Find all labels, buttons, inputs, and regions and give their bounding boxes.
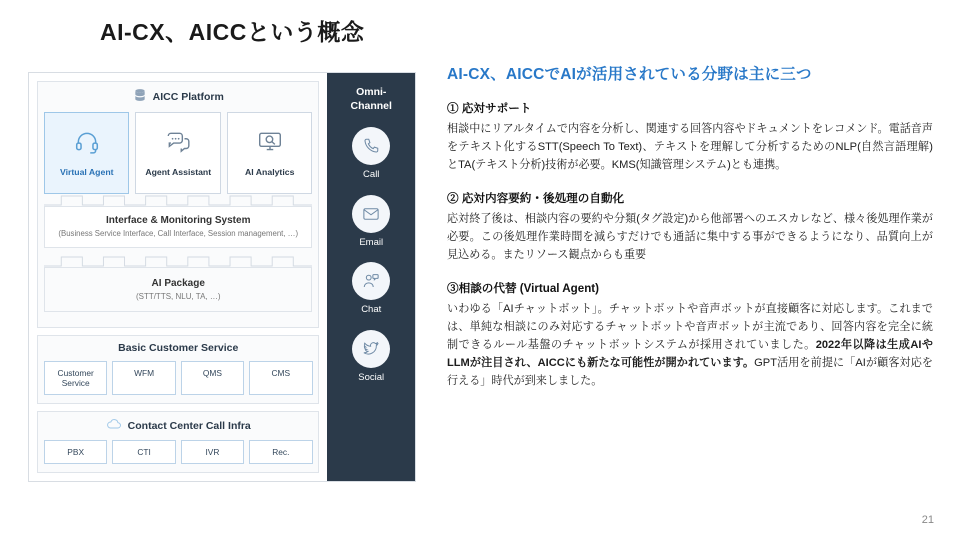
card-virtual-agent[interactable] bbox=[44, 112, 129, 194]
omni-item-chat-label: Chat bbox=[361, 304, 382, 316]
aicc-platform-panel bbox=[37, 81, 319, 328]
omni-channel-title-line1: Omni- bbox=[356, 86, 387, 98]
contact-center-call-infra-header bbox=[44, 418, 312, 433]
card-agent-assistant-label: Agent Assistant bbox=[145, 166, 212, 177]
contact-center-call-infra-panel bbox=[37, 411, 319, 473]
connector-zigzag-top bbox=[44, 194, 312, 206]
card-agent-assistant[interactable] bbox=[135, 112, 220, 194]
section-3-body-pre: いわゆる「AIチャットボット」。チャットボットや音声ボットが直接顧客に対応します。これまでは、単純な相談にのみ対応するチャットボットや音声ボットが主流であり、回答内容を完全に統制できるルール基盤のチャットボットシステムが採用されていました。 bbox=[447, 302, 933, 351]
headset-icon bbox=[74, 129, 100, 160]
aicc-architecture-diagram bbox=[28, 72, 416, 482]
basic-customer-service-header bbox=[44, 342, 312, 354]
omni-channel-title bbox=[327, 85, 415, 113]
ai-package-subtitle: (STT/TTS, NLU, TA, …) bbox=[135, 292, 221, 302]
ai-package-block bbox=[44, 267, 312, 312]
interface-subtitle: (Business Service Interface, Call Interface, Session management, …) bbox=[58, 229, 299, 238]
section-3-body bbox=[447, 301, 933, 391]
chip-ivr[interactable]: IVR bbox=[181, 440, 244, 464]
aicc-capability-cards bbox=[44, 112, 312, 194]
contact-center-call-infra-title: Contact Center Call Infra bbox=[127, 419, 251, 432]
cloud-icon bbox=[106, 418, 122, 433]
omni-item-social[interactable] bbox=[327, 330, 415, 383]
connector-zigzag-bottom bbox=[44, 255, 312, 267]
card-ai-analytics-label: AI Analytics bbox=[245, 166, 295, 177]
call-infra-chips bbox=[44, 440, 312, 464]
phone-icon bbox=[352, 127, 390, 165]
basic-customer-service-chips bbox=[44, 361, 312, 395]
aicc-platform-header bbox=[44, 88, 312, 105]
database-icon bbox=[133, 88, 147, 105]
bird-icon bbox=[352, 330, 390, 368]
card-ai-analytics[interactable] bbox=[227, 112, 312, 194]
interface-monitoring-system bbox=[44, 206, 312, 248]
omni-item-call-label: Call bbox=[363, 169, 380, 181]
content-heading: AI-CX、AICCでAIが活用されている分野は主に三つ bbox=[447, 66, 812, 83]
envelope-icon bbox=[352, 195, 390, 233]
interface-title: Interface & Monitoring System bbox=[106, 215, 251, 226]
omni-channel-column bbox=[327, 73, 415, 481]
person-chat-icon bbox=[352, 262, 390, 300]
chip-wfm[interactable]: WFM bbox=[112, 361, 175, 395]
omni-item-call[interactable] bbox=[327, 127, 415, 180]
section-1-body: 相談中にリアルタイムで内容を分析し、関連する回答内容やドキュメントをレコメンド。電話音声をテキスト化するSTT(Speech To Text)、テキストを理解して分析するためのNLP(自然言語理解)とTA(テキスト分析)技術が必要。KMS(知識管理システム)とも連携。 bbox=[447, 123, 933, 171]
section-3-body-post: GPT活用を前提に「AIが顧客対応を行える」時代が到来しました。 bbox=[447, 356, 933, 387]
omni-item-email[interactable] bbox=[327, 195, 415, 248]
page-title: AI-CX、AICCという概念 bbox=[100, 19, 365, 45]
section-3-heading: ③相談の代替 (Virtual Agent) bbox=[447, 281, 600, 295]
chip-customer-service[interactable]: Customer Service bbox=[44, 361, 107, 395]
page-number: 21 bbox=[921, 514, 934, 526]
section-3-body-bold: 2022年以降は生成AIやLLMが注目され、AICCにも新たな可能性が開かれています。 bbox=[447, 338, 933, 369]
ai-package-title: AI Package bbox=[151, 278, 205, 290]
content-column bbox=[447, 62, 933, 406]
omni-item-social-label: Social bbox=[358, 371, 385, 383]
chip-qms[interactable]: QMS bbox=[181, 361, 244, 395]
chip-cms[interactable]: CMS bbox=[249, 361, 312, 395]
chip-rec[interactable]: Rec. bbox=[249, 440, 312, 464]
omni-channel-title-line2: Channel bbox=[350, 100, 392, 113]
chat-bubbles-icon bbox=[165, 129, 191, 160]
chip-cti[interactable]: CTI bbox=[112, 440, 175, 464]
basic-customer-service-title: Basic Customer Service bbox=[118, 342, 239, 355]
aicc-platform-title: AICC Platform bbox=[152, 90, 224, 103]
section-1-heading: ① 応対サポート bbox=[447, 102, 532, 115]
card-virtual-agent-label: Virtual Agent bbox=[59, 166, 114, 177]
chip-pbx[interactable]: PBX bbox=[44, 440, 107, 464]
diagram-main-column bbox=[29, 73, 327, 481]
basic-customer-service-panel bbox=[37, 335, 319, 404]
omni-item-chat[interactable] bbox=[327, 262, 415, 315]
section-2-heading: ② 応対内容要約・後処理の自動化 bbox=[447, 191, 625, 205]
omni-item-email-label: Email bbox=[359, 236, 384, 248]
monitor-search-icon bbox=[257, 129, 283, 160]
section-2-body: 応対終了後は、相談内容の要約や分類(タグ設定)から他部署へのエスカレなど、様々後処理作業が必要。この後処理作業時間を減らすだけでも通話に集中する事ができるようになり、品質向上が見込める。またリソース観点からも重要 bbox=[447, 212, 933, 261]
